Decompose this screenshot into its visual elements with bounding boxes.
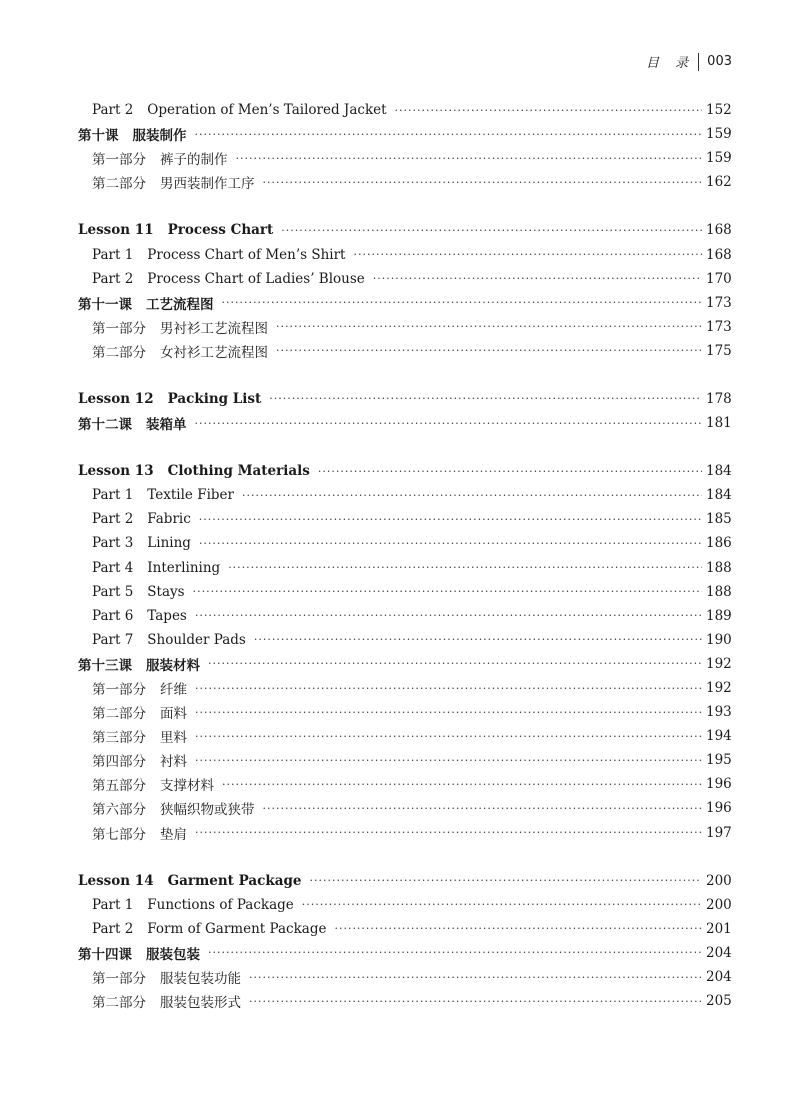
toc-entry-page: 200 (706, 872, 732, 889)
toc-entry (78, 748, 730, 772)
toc-entry (78, 218, 730, 242)
toc-entry-label: Lesson 12 (78, 390, 154, 407)
dot-leader (236, 152, 703, 165)
toc-entry (78, 676, 730, 700)
toc-entry-label: 第十一课 (78, 296, 132, 313)
toc-entry (78, 893, 730, 917)
toc-entry-title: Interlining (147, 559, 221, 576)
toc-entry-page: 170 (706, 270, 732, 287)
toc-entry-label: Part 4 (92, 559, 134, 576)
toc-entry-page: 168 (706, 222, 732, 239)
toc-entry-label: 第十四课 (78, 946, 132, 963)
dot-leader (199, 537, 702, 550)
toc-entry-title: 女衬衫工艺流程图 (160, 344, 268, 361)
toc-entry (78, 796, 730, 820)
toc-entry-title: Lining (147, 535, 191, 552)
toc-entry-page: 200 (706, 896, 732, 913)
toc-entry-page: 197 (706, 824, 732, 841)
toc-entry-title: 支撑材料 (160, 778, 214, 795)
toc-entry-label: Lesson 14 (78, 872, 154, 889)
toc-entry-title: 里料 (160, 730, 187, 747)
toc-entry-page: 184 (706, 487, 732, 504)
toc-entry-page: 188 (706, 583, 732, 600)
toc-entry-page: 159 (706, 150, 732, 167)
toc-entry (78, 531, 730, 555)
dot-leader (208, 946, 702, 959)
toc-entry-label: 第十课 (78, 128, 119, 145)
toc-entry (78, 628, 730, 652)
toc-entry-title: 服装包装 (146, 946, 200, 963)
header-divider (698, 53, 699, 71)
toc-entry (78, 387, 730, 411)
toc-entry-title: 工艺流程图 (146, 296, 214, 313)
toc-entry-page: 195 (706, 752, 732, 769)
toc-entry-label: 第一部分 (92, 971, 146, 988)
dot-leader (199, 513, 702, 526)
toc-entry-title: Fabric (147, 511, 191, 528)
dot-leader (208, 657, 702, 670)
toc-entry-page: 204 (706, 944, 732, 961)
toc-entry-label: 第二部分 (92, 344, 146, 361)
toc-entry-title: Process Chart of Ladies’ Blouse (147, 270, 365, 287)
dot-leader (249, 995, 702, 1008)
toc-entry-title: Packing List (167, 390, 262, 407)
toc-entry-page: 159 (706, 126, 732, 143)
toc-entry-label: 第三部分 (92, 730, 146, 747)
dot-leader (222, 296, 703, 309)
toc-entry-page: 194 (706, 728, 732, 745)
toc-entry-page: 204 (706, 969, 732, 986)
toc-entry-title: Garment Package (167, 872, 302, 889)
toc-entry (78, 411, 730, 435)
page-header (646, 52, 732, 71)
page-number: 003 (707, 54, 732, 69)
toc-entry-title: Shoulder Pads (147, 631, 246, 648)
dot-leader (249, 971, 702, 984)
toc-entry-label: 第四部分 (92, 754, 146, 771)
dot-leader (318, 465, 702, 478)
toc-entry-title: Clothing Materials (167, 463, 310, 480)
dot-leader (334, 922, 702, 935)
toc-entry-label: 第一部分 (92, 152, 146, 169)
toc-entry (78, 483, 730, 507)
dot-leader (195, 609, 702, 622)
toc-entry-label: Part 2 (92, 102, 134, 119)
toc-entry-label: Part 1 (92, 246, 134, 263)
toc-entry-title: 服装制作 (132, 128, 187, 145)
toc-entry-page: 184 (706, 463, 732, 480)
toc-entry-label: Part 2 (92, 270, 134, 287)
toc-entry-title: 装箱单 (146, 417, 187, 434)
toc-entry (78, 580, 730, 604)
toc-entry-label: 第一部分 (92, 320, 146, 337)
toc-entry-label: Lesson 13 (78, 463, 154, 480)
dot-leader (263, 176, 703, 189)
dot-leader (373, 272, 702, 285)
dot-leader (254, 633, 702, 646)
toc-entry-title: 衬料 (160, 754, 187, 771)
toc-entry-page: 188 (706, 559, 732, 576)
toc-entry-label: Part 3 (92, 535, 134, 552)
dot-leader (195, 826, 702, 839)
dot-leader (222, 778, 702, 791)
toc-entry (78, 989, 730, 1013)
toc-entry (78, 507, 730, 531)
dot-leader (353, 248, 702, 261)
dot-leader (195, 128, 703, 141)
toc-entry-label: 第五部分 (92, 778, 146, 795)
toc-entry-page: 190 (706, 631, 732, 648)
toc-entry-label: Part 7 (92, 631, 134, 648)
toc-entry-title: Form of Garment Package (147, 920, 327, 937)
toc-entry (78, 604, 730, 628)
toc-entry (78, 291, 730, 315)
toc-entry-page: 196 (706, 776, 732, 793)
toc-entry-page: 152 (706, 102, 732, 119)
toc-entry-title: 服装材料 (146, 657, 200, 674)
table-of-contents (78, 98, 730, 1013)
toc-entry (78, 98, 730, 122)
toc-entry-page: 193 (706, 704, 732, 721)
toc-entry-page: 196 (706, 800, 732, 817)
toc-entry-title: 垫肩 (160, 826, 187, 843)
toc-entry (78, 267, 730, 291)
dot-leader (395, 104, 702, 117)
toc-entry-page: 181 (706, 415, 732, 432)
toc-entry-page: 201 (706, 920, 732, 937)
toc-entry-page: 189 (706, 607, 732, 624)
toc-entry-label: 第七部分 (92, 826, 146, 843)
toc-entry (78, 122, 730, 146)
toc-entry-page: 173 (706, 294, 732, 311)
toc-entry (78, 941, 730, 965)
toc-entry-label: 第六部分 (92, 802, 146, 819)
toc-entry-label: Part 2 (92, 920, 134, 937)
dot-leader (263, 802, 703, 815)
dot-leader (195, 706, 702, 719)
toc-entry-label: Part 2 (92, 511, 134, 528)
toc-entry (78, 459, 730, 483)
section-label: 目 录 (646, 56, 695, 71)
toc-entry-page: 168 (706, 246, 732, 263)
toc-entry (78, 556, 730, 580)
toc-entry-label: Part 1 (92, 896, 134, 913)
toc-entry-title: 服装包装形式 (160, 995, 241, 1012)
toc-entry (78, 869, 730, 893)
dot-leader (302, 898, 702, 911)
toc-entry-page: 173 (706, 318, 732, 335)
dot-leader (276, 320, 702, 333)
dot-leader (228, 561, 702, 574)
dot-leader (242, 489, 702, 502)
toc-entry-title: Functions of Package (147, 896, 294, 913)
toc-entry-title: Textile Fiber (147, 487, 234, 504)
toc-entry-title: Process Chart (167, 222, 274, 239)
toc-entry-title: 男西装制作工序 (160, 176, 255, 193)
toc-entry (78, 821, 730, 845)
toc-entry-page: 162 (706, 174, 732, 191)
toc-entry-label: Part 6 (92, 607, 134, 624)
dot-leader (276, 344, 702, 357)
toc-entry-title: Operation of Men’s Tailored Jacket (147, 102, 387, 119)
toc-entry-label: 第一部分 (92, 682, 146, 699)
toc-entry-title: 服装包装功能 (160, 971, 241, 988)
dot-leader (195, 730, 702, 743)
dot-leader (269, 392, 702, 405)
dot-leader (195, 682, 702, 695)
toc-entry-title: 面料 (160, 706, 187, 723)
toc-entry-label: Lesson 11 (78, 222, 154, 239)
toc-entry-title: 纤维 (160, 682, 187, 699)
toc-entry-page: 192 (706, 655, 732, 672)
toc-entry-page: 192 (706, 680, 732, 697)
toc-entry-label: 第十二课 (78, 417, 132, 434)
toc-entry (78, 724, 730, 748)
toc-entry-label: 第二部分 (92, 706, 146, 723)
dot-leader (310, 874, 703, 887)
toc-entry (78, 315, 730, 339)
toc-entry-title: 男衬衫工艺流程图 (160, 320, 268, 337)
toc-entry (78, 772, 730, 796)
toc-entry (78, 652, 730, 676)
toc-entry-page: 186 (706, 535, 732, 552)
toc-entry-title: 裤子的制作 (160, 152, 228, 169)
toc-entry-label: 第二部分 (92, 995, 146, 1012)
dot-leader (195, 754, 702, 767)
toc-entry-label: Part 1 (92, 487, 134, 504)
dot-leader (193, 585, 702, 598)
dot-leader (195, 417, 703, 430)
toc-entry (78, 170, 730, 194)
toc-entry-label: 第二部分 (92, 176, 146, 193)
dot-leader (281, 224, 702, 237)
toc-entry-title: Process Chart of Men’s Shirt (147, 246, 346, 263)
toc-entry (78, 242, 730, 266)
toc-entry (78, 146, 730, 170)
toc-entry-page: 175 (706, 342, 732, 359)
toc-entry (78, 917, 730, 941)
toc-entry (78, 700, 730, 724)
toc-entry-page: 205 (706, 993, 732, 1010)
toc-entry-title: 狭幅织物或狭带 (160, 802, 255, 819)
toc-entry-label: Part 5 (92, 583, 134, 600)
toc-entry (78, 965, 730, 989)
toc-entry-title: Stays (147, 583, 185, 600)
toc-entry-title: Tapes (147, 607, 187, 624)
toc-entry-page: 185 (706, 511, 732, 528)
toc-entry (78, 339, 730, 363)
toc-entry-page: 178 (706, 390, 732, 407)
toc-entry-label: 第十三课 (78, 657, 132, 674)
